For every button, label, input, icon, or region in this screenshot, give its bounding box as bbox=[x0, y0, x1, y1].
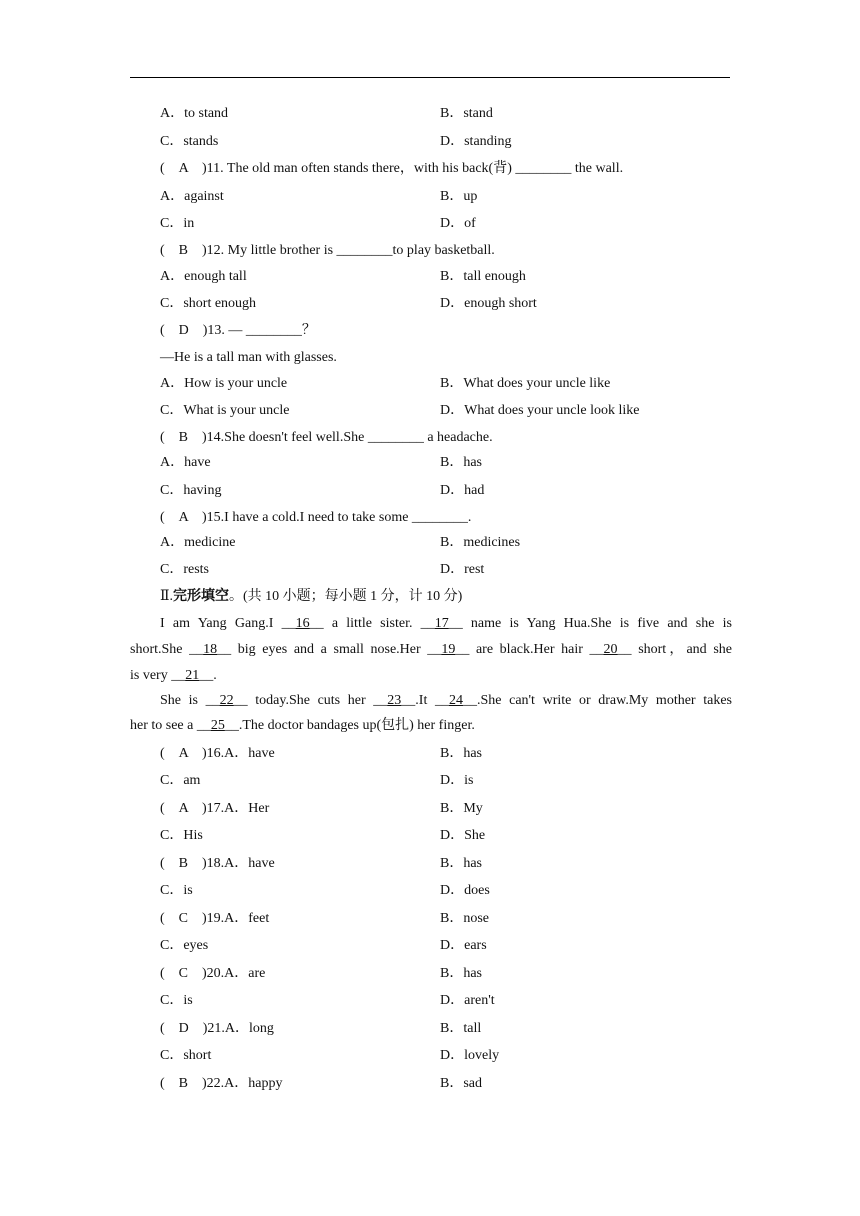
blank-number: 20 bbox=[603, 642, 618, 657]
option-b: B．medicines bbox=[440, 535, 521, 550]
option-d: D．is bbox=[440, 773, 474, 788]
blank-number: 23 bbox=[387, 693, 402, 708]
option-a: A．against bbox=[160, 189, 224, 204]
option-d: D．enough short bbox=[440, 296, 537, 311]
passage-text: __ short，and she bbox=[617, 642, 732, 657]
question-12-stem: ( B )12. My little brother is ________to play basketball. bbox=[160, 243, 495, 258]
blank-number: 21 bbox=[185, 668, 200, 683]
option-c: C．am bbox=[160, 773, 201, 788]
passage-text: __.She can't write or draw.My mother takes bbox=[462, 693, 732, 708]
option-c: C．in bbox=[160, 216, 195, 231]
option-b: B．nose bbox=[440, 911, 489, 926]
option-d: D．rest bbox=[440, 562, 485, 577]
cloze-question: ( A )17.A．Her bbox=[160, 801, 270, 816]
passage-line bbox=[130, 640, 732, 660]
option-d: D．aren't bbox=[440, 993, 495, 1008]
blank-number: 24 bbox=[448, 693, 463, 708]
option-d: D．She bbox=[440, 828, 486, 843]
cloze-question: ( C )20.A．are bbox=[160, 966, 266, 981]
option-a: A．enough tall bbox=[160, 269, 247, 284]
passage-line bbox=[130, 691, 732, 711]
passage-text: __ are black.Her hair __ bbox=[455, 642, 604, 657]
option-d: D．standing bbox=[440, 134, 512, 149]
passage-text: __.The doctor bandages up(包扎) her finger. bbox=[224, 718, 475, 733]
section-numeral: Ⅱ. bbox=[160, 589, 174, 604]
option-a: A．How is your uncle bbox=[160, 376, 288, 391]
option-c: C．eyes bbox=[160, 938, 209, 953]
passage-text: short.She __ bbox=[130, 642, 204, 657]
passage-text: I am Yang Gang.I __ bbox=[160, 616, 296, 631]
blank-number: 19 bbox=[441, 642, 456, 657]
option-b: B．has bbox=[440, 746, 482, 761]
option-b: B．has bbox=[440, 856, 482, 871]
option-b: B．What does your uncle like bbox=[440, 376, 611, 391]
passage-text: __ a little sister. __ bbox=[309, 616, 435, 631]
passage-text: __ today.She cuts her __ bbox=[233, 693, 388, 708]
cloze-question: ( D )21.A．long bbox=[160, 1021, 274, 1036]
question-15-stem: ( A )15.I have a cold.I need to take some ________. bbox=[160, 510, 472, 525]
question-14-stem: ( B )14.She doesn't feel well.She ________ a headache. bbox=[160, 430, 493, 445]
passage-line bbox=[130, 614, 732, 634]
option-d: D．What does your uncle look like bbox=[440, 403, 640, 418]
passage-line bbox=[130, 716, 475, 736]
option-d: D．had bbox=[440, 483, 485, 498]
option-a: A．have bbox=[160, 455, 211, 470]
option-c: C．His bbox=[160, 828, 203, 843]
section-heading bbox=[160, 587, 462, 607]
option-b: B．has bbox=[440, 455, 482, 470]
option-c: C．rests bbox=[160, 562, 209, 577]
option-d: D．lovely bbox=[440, 1048, 500, 1063]
question-11-stem: ( A )11. The old man often stands there，with his back(背) ________ the wall. bbox=[160, 161, 624, 176]
passage-text: __. bbox=[199, 668, 217, 683]
passage-text: She is __ bbox=[160, 693, 220, 708]
option-c: C．is bbox=[160, 883, 193, 898]
option-b: B．tall enough bbox=[440, 269, 526, 284]
blank-number: 18 bbox=[203, 642, 218, 657]
option-a: A．medicine bbox=[160, 535, 236, 550]
option-b: B．tall bbox=[440, 1021, 482, 1036]
option-b: B．My bbox=[440, 801, 483, 816]
section-note: 。(共 10 小题；每小题 1 分，计 10 分) bbox=[229, 589, 463, 604]
option-a: A．to stand bbox=[160, 106, 229, 121]
option-b: B．sad bbox=[440, 1076, 482, 1091]
passage-line bbox=[130, 666, 217, 686]
blank-number: 25 bbox=[210, 718, 225, 733]
option-c: C．is bbox=[160, 993, 193, 1008]
blank-number: 22 bbox=[219, 693, 234, 708]
passage-text: her to see a __ bbox=[130, 718, 211, 733]
blank-number: 16 bbox=[295, 616, 310, 631]
option-d: D．of bbox=[440, 216, 476, 231]
blank-number: 17 bbox=[434, 616, 449, 631]
section-title: 完形填空 bbox=[173, 589, 230, 604]
cloze-question: ( B )22.A．happy bbox=[160, 1076, 283, 1091]
passage-text: __.It __ bbox=[401, 693, 449, 708]
option-c: C．What is your uncle bbox=[160, 403, 290, 418]
passage-text: __ big eyes and a small nose.Her __ bbox=[217, 642, 442, 657]
option-c: C．short enough bbox=[160, 296, 257, 311]
option-c: C．having bbox=[160, 483, 222, 498]
cloze-question: ( B )18.A．have bbox=[160, 856, 275, 871]
option-c: C．short bbox=[160, 1048, 212, 1063]
question-13-dialogue: —He is a tall man with glasses. bbox=[160, 350, 337, 365]
cloze-question: ( A )16.A．have bbox=[160, 746, 275, 761]
option-b: B．up bbox=[440, 189, 478, 204]
option-d: D．does bbox=[440, 883, 490, 898]
option-b: B．has bbox=[440, 966, 482, 981]
passage-text: __ name is Yang Hua.She is five and she is bbox=[448, 616, 732, 631]
option-d: D．ears bbox=[440, 938, 487, 953]
cloze-question: ( C )19.A．feet bbox=[160, 911, 270, 926]
header-rule bbox=[130, 77, 730, 78]
question-13-stem: ( D )13. — ________？ bbox=[160, 323, 316, 338]
option-b: B．stand bbox=[440, 106, 493, 121]
option-c: C．stands bbox=[160, 134, 219, 149]
passage-text: is very __ bbox=[130, 668, 186, 683]
